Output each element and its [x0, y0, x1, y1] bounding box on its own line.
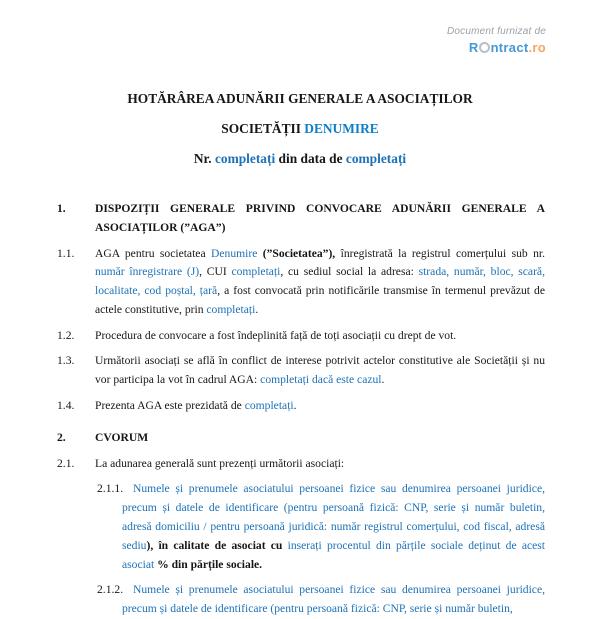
text-run: .	[381, 373, 385, 387]
text-run: strada, număr, bloc, scară, localitate, cod poștal, țară	[95, 265, 545, 298]
item-number: 2.1.2.	[97, 583, 124, 597]
item-number: 2.	[57, 430, 66, 444]
title-line-3	[0, 144, 600, 174]
text-run: completați	[345, 151, 407, 166]
text-run: completați	[231, 265, 281, 279]
text-run: DENUMIRE	[304, 121, 379, 136]
text-run: (”Societatea”),	[262, 246, 336, 260]
item-number: 1.1.	[57, 246, 75, 260]
brand-logo-prefix: R	[468, 40, 479, 55]
brand-logo	[447, 40, 546, 55]
item-text	[95, 245, 545, 320]
item-number: 1.4.	[57, 399, 75, 413]
item-2	[57, 429, 545, 448]
item-1-4	[57, 397, 545, 416]
text-run: DISPOZIȚII GENERALE PRIVIND CONVOCARE ADUNĂRII GENERALE A ASOCIAȚILOR (”AGA”)	[95, 202, 545, 234]
item-text	[95, 429, 545, 448]
brand-logo-suffix: ntract	[490, 40, 529, 55]
item-text	[95, 352, 545, 390]
item-text	[122, 581, 545, 619]
item-1-3	[57, 352, 545, 390]
text-run: CVORUM	[95, 430, 149, 444]
item-1-1	[57, 245, 545, 320]
text-run: .	[293, 399, 297, 413]
text-run: Prezenta AGA este prezidată de	[95, 399, 245, 413]
item-2-1	[57, 455, 545, 474]
item-text	[95, 327, 545, 346]
title-line-1	[0, 84, 600, 114]
text-run: înregistrată la registrul comerțului sub nr.	[335, 246, 545, 260]
text-run: La adunarea generală sunt prezenți următorii asociați:	[95, 456, 345, 470]
text-run: Denumire	[211, 246, 258, 260]
brand-logo-domain: .ro	[528, 40, 546, 55]
item-text	[95, 200, 545, 238]
text-run: Numele și prenumele asociatului persoanei fizice sau denumirea persoanei juridice, precum și datele de identificare (pentru persoană fizică: CNP, serie și număr buletin,	[122, 583, 545, 616]
item-2-1-1	[57, 480, 545, 574]
text-run: completați	[206, 302, 256, 316]
text-run: Următorii asociați se află în conflict de interese potrivit actelor constitutive ale Societății și nu vor participa la vot în cadrul AGA:	[95, 354, 545, 387]
text-run: HOTĂRÂREA ADUNĂRII GENERALE A ASOCIAȚILOR	[127, 91, 473, 106]
text-run: SOCIETĂȚII	[221, 121, 305, 136]
item-text	[95, 455, 545, 474]
text-run: , cu sediul social la adresa:	[280, 265, 419, 279]
item-number: 1.2.	[57, 328, 75, 342]
text-run: % din părțile sociale.	[154, 557, 263, 571]
text-run: completați	[244, 399, 294, 413]
item-2-1-2	[57, 581, 545, 619]
text-run: , CUI	[199, 265, 232, 279]
item-1-2	[57, 327, 545, 346]
text-run: Numele și prenumele asociatului persoanei fizice sau denumirea persoanei juridice, precum și datele de identificare (pentru persoană fizică: CNP, serie și număr buletin, adresă domiciliu / pentru persoană juridică: număr registrul comerțului, cod fiscal, adresă sediu	[122, 482, 545, 552]
text-run: AGA pentru societatea	[95, 246, 211, 260]
text-run: .	[255, 302, 259, 316]
item-text	[95, 397, 545, 416]
text-run: completați dacă este cazul	[260, 373, 382, 387]
text-run: număr înregistrare (J)	[95, 265, 200, 279]
watermark	[447, 26, 546, 55]
text-run: , a fost convocată prin notificările transmise în termenul prevăzut de actele constitutive, prin	[95, 284, 545, 316]
text-run: inserați procentul din părțile sociale deținut de acest asociat	[122, 538, 545, 571]
title-line-2	[0, 114, 600, 144]
text-run: Nr.	[193, 151, 215, 166]
ring-icon	[479, 42, 490, 53]
item-text	[122, 480, 545, 574]
item-number: 2.1.1.	[97, 482, 124, 496]
text-run: din data de	[275, 151, 346, 166]
item-1	[57, 200, 545, 238]
watermark-provider-label: Document furnizat de	[446, 26, 546, 37]
item-number: 1.3.	[57, 354, 75, 368]
document-body	[57, 200, 545, 619]
item-number: 1.	[57, 202, 66, 215]
item-number: 2.1.	[57, 456, 75, 470]
text-run: completați	[214, 151, 276, 166]
text-run: ), în calitate de asociat cu	[146, 538, 288, 552]
text-run: Procedura de convocare a fost îndeplinită față de toți asociații cu drept de vot.	[95, 328, 457, 342]
